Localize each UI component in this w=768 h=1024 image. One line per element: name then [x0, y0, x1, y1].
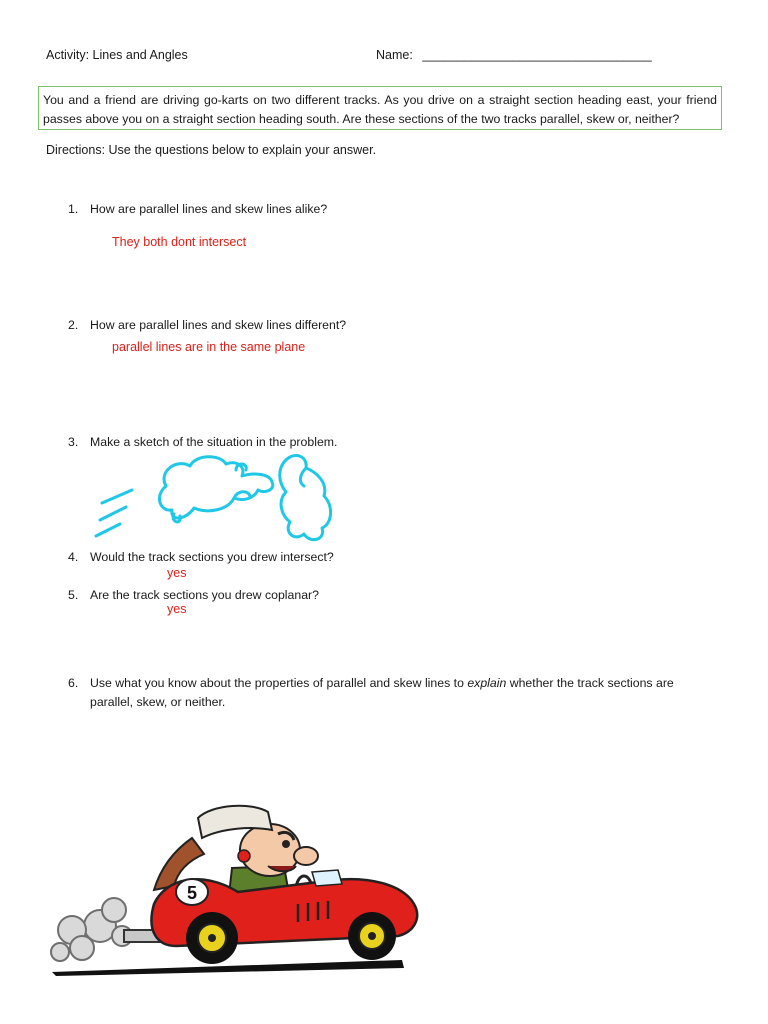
question-2 — [68, 316, 346, 335]
sketch-drawing — [88, 450, 348, 545]
sketch-speed-line — [102, 490, 132, 503]
sketch-track-east — [159, 457, 272, 518]
question-1 — [68, 200, 327, 219]
question-text: Use what you know about the properties of parallel and skew lines to explain whether the track sections are parallel, skew, or neither. — [90, 676, 674, 709]
car-number: 5 — [186, 883, 198, 903]
directions: Directions: Use the questions below to explain your answer. — [46, 143, 377, 157]
answer-4[interactable]: yes — [167, 566, 187, 580]
question-number: 1. — [68, 202, 79, 216]
sketch-track-south — [280, 455, 331, 539]
question-4 — [68, 548, 334, 567]
answer-1[interactable]: They both dont intersect — [112, 235, 247, 249]
emphasis-explain: explain — [467, 676, 507, 690]
question-text: Make a sketch of the situation in the problem. — [90, 435, 338, 449]
problem-box: You and a friend are driving go-karts on two different tracks. As you drive on a straight section heading east, your friend passes above you on a straight section heading south. Are these sections of the two tracks parallel, skew or, neither? — [38, 86, 722, 130]
name-field[interactable] — [376, 48, 652, 62]
ground-shadow — [52, 960, 404, 976]
front-wheel — [348, 912, 396, 960]
driver-eye — [282, 840, 290, 848]
name-label: Name: — [376, 48, 413, 62]
question-number: 3. — [68, 435, 79, 449]
driver-cheek — [238, 850, 250, 862]
question-number: 5. — [68, 588, 79, 602]
rear-wheel — [186, 912, 238, 964]
question-number: 2. — [68, 318, 79, 332]
answer-5[interactable]: yes — [167, 602, 187, 616]
question-5 — [68, 586, 319, 605]
question-6 — [68, 674, 720, 711]
question-text: Would the track sections you drew intersect? — [90, 550, 334, 564]
activity-title: Activity: Lines and Angles — [46, 48, 188, 62]
sketch-speed-line — [100, 507, 126, 520]
race-car-illustration — [42, 800, 427, 980]
question-text: How are parallel lines and skew lines alike? — [90, 202, 328, 216]
question-number: 6. — [68, 676, 79, 690]
question-number: 4. — [68, 550, 79, 564]
sketch-speed-line — [96, 524, 120, 536]
name-blank[interactable]: _________________________________ — [422, 48, 652, 62]
question-3 — [68, 433, 337, 452]
question-text: Are the track sections you drew coplanar? — [90, 588, 319, 602]
driver-nose — [294, 847, 318, 865]
exhaust-smoke — [51, 898, 132, 961]
question-text: How are parallel lines and skew lines different? — [90, 318, 347, 332]
windshield — [312, 870, 342, 886]
answer-2[interactable]: parallel lines are in the same plane — [112, 340, 306, 354]
